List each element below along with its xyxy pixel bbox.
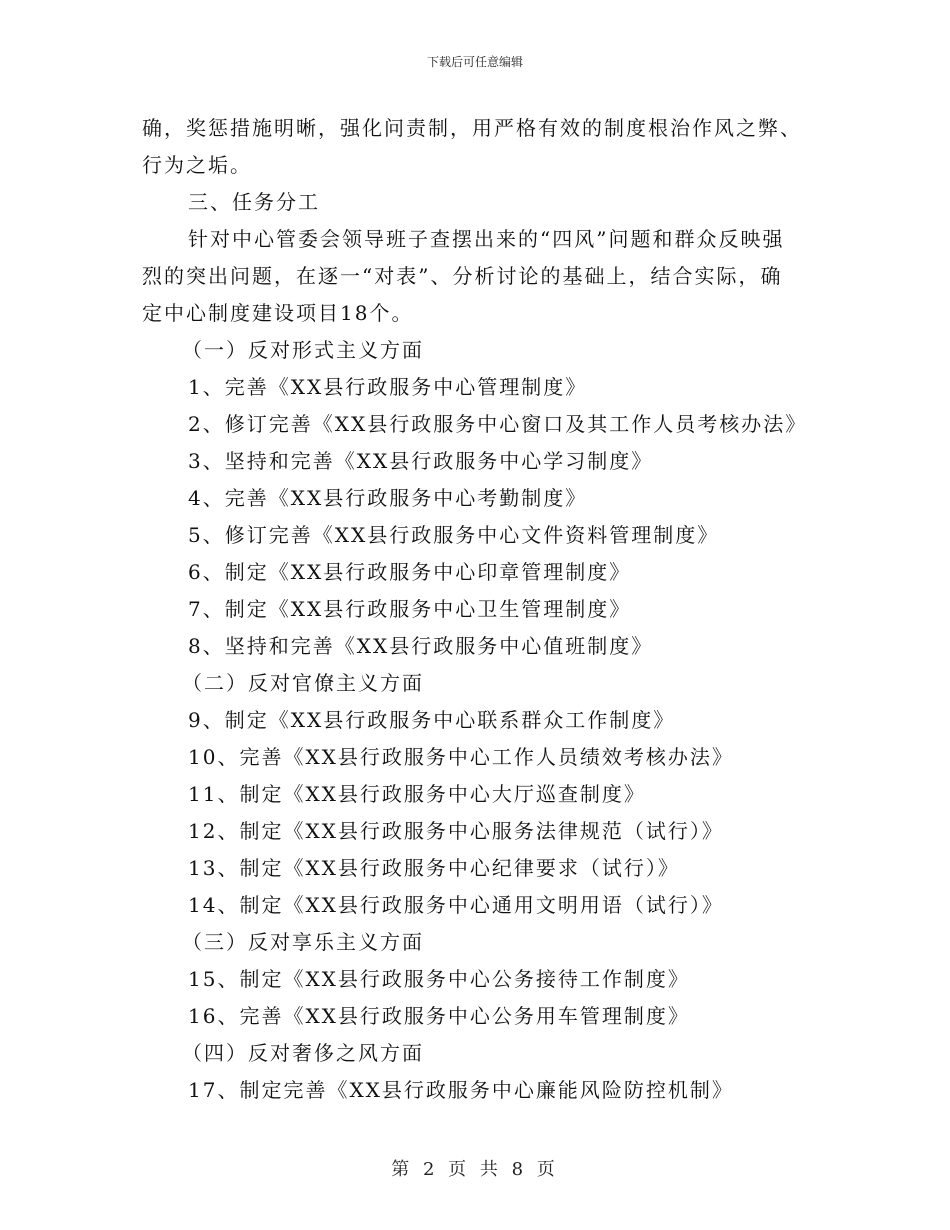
list-item: 12、制定《XX县行政服务中心服务法律规范（试行）》 <box>188 819 724 843</box>
section-title: 三、任务分工 <box>188 190 320 214</box>
list-item: 16、完善《XX县行政服务中心公务用车管理制度》 <box>188 1004 690 1028</box>
group-title: （四）反对奢侈之风方面 <box>182 1041 424 1065</box>
list-item: 3、坚持和完善《XX县行政服务中心学习制度》 <box>188 449 654 473</box>
list-item: 1、完善《XX县行政服务中心管理制度》 <box>188 375 588 399</box>
header-note: 下载后可任意编辑 <box>426 55 523 69</box>
intro-line: 确，奖惩措施明晰，强化问责制，用严格有效的制度根治作风之弊、 <box>142 116 802 140</box>
group-title: （一）反对形式主义方面 <box>182 338 424 362</box>
paragraph-line: 定中心制度建设项目18个。 <box>142 301 414 325</box>
list-item: 2、修订完善《XX县行政服务中心窗口及其工作人员考核办法》 <box>188 412 808 436</box>
list-item: 14、制定《XX县行政服务中心通用文明用语（试行）》 <box>188 893 724 917</box>
document-body <box>142 110 810 1109</box>
list-item: 10、完善《XX县行政服务中心工作人员绩效考核办法》 <box>188 745 734 769</box>
list-item: 15、制定《XX县行政服务中心公务接待工作制度》 <box>188 967 690 991</box>
list-item: 11、制定《XX县行政服务中心大厅巡查制度》 <box>188 782 646 806</box>
page-number: 第 2 页 共 8 页 <box>391 1159 559 1180</box>
list-item: 6、制定《XX县行政服务中心印章管理制度》 <box>188 560 632 584</box>
list-item: 13、制定《XX县行政服务中心纪律要求（试行）》 <box>188 856 680 880</box>
group-title: （二）反对官僚主义方面 <box>182 671 424 695</box>
list-item: 8、坚持和完善《XX县行政服务中心值班制度》 <box>188 634 654 658</box>
list-item: 4、完善《XX县行政服务中心考勤制度》 <box>188 486 588 510</box>
intro-line: 行为之垢。 <box>142 153 252 177</box>
list-item: 17、制定完善《XX县行政服务中心廉能风险防控机制》 <box>188 1078 734 1102</box>
list-item: 7、制定《XX县行政服务中心卫生管理制度》 <box>188 597 632 621</box>
group-title: （三）反对享乐主义方面 <box>182 930 424 954</box>
list-item: 5、修订完善《XX县行政服务中心文件资料管理制度》 <box>188 523 720 547</box>
paragraph-line: 针对中心管委会领导班子查摆出来的“四风”问题和群众反映强 <box>188 227 785 251</box>
paragraph-line: 烈的突出问题，在逐一“对表”、分析讨论的基础上，结合实际，确 <box>142 264 783 288</box>
list-item: 9、制定《XX县行政服务中心联系群众工作制度》 <box>188 708 676 732</box>
